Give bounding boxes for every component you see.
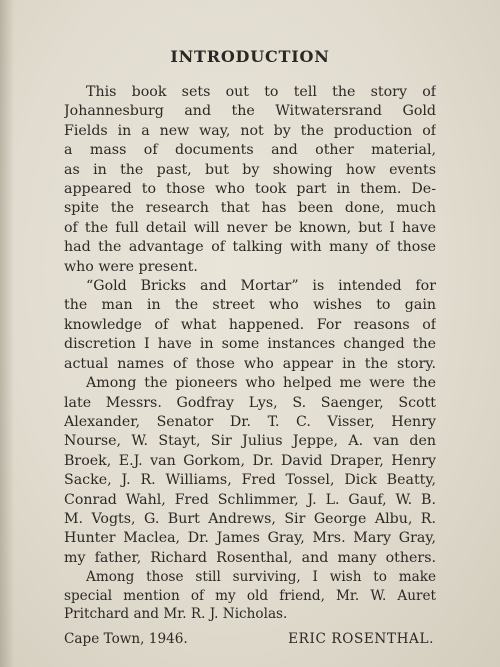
text-line: who were present.: [64, 258, 198, 275]
text-line: This book sets out to tell the story of: [86, 84, 436, 100]
text-line: my father, Richard Rosenthal, and many others.: [64, 549, 436, 566]
text-line: knowledge of what happened. For reasons of: [64, 316, 436, 333]
paragraph-4: [64, 568, 436, 624]
text-line: discretion I have in some instances changed the: [64, 336, 436, 353]
text-line: a mass of documents and other material,: [64, 142, 436, 159]
text-line: actual names of those who appear in the story.: [64, 355, 436, 372]
text-line: M. Vogts, G. Burt Andrews, Sir George Albu, R.: [64, 510, 436, 527]
page-binding-shadow: [0, 0, 14, 667]
text-line: Johannesburg and the Witwatersrand Gold: [64, 103, 436, 120]
signature-line: [64, 630, 436, 649]
text-line: Sacke, J. R. Williams, Fred Tossel, Dick Beatty,: [64, 472, 436, 489]
text-line: special mention of my old friend, Mr. W. Auret: [64, 587, 436, 604]
paragraph-1: [64, 83, 436, 277]
place-date: Cape Town, 1946.: [64, 630, 188, 647]
paragraph-2: [64, 277, 436, 374]
text-line: Alexander, Senator Dr. T. C. Visser, Henry: [64, 413, 436, 430]
text-line: Fields in a new way, not by the production of: [64, 122, 436, 139]
introduction-text: [64, 83, 436, 649]
text-line: late Messrs. Godfray Lys, S. Saenger, Scott: [64, 394, 436, 411]
text-line: Among those still surviving, I wish to make: [86, 569, 436, 586]
page-title: INTRODUCTION: [170, 47, 330, 66]
text-line: appeared to those who took part in them. De-: [64, 181, 436, 198]
text-line: had the advantage of talking with many of those: [64, 239, 436, 256]
text-line: spite the research that has been done, much: [64, 200, 436, 217]
text-line: Hunter Maclea, Dr. James Gray, Mrs. Mary Gray,: [64, 530, 436, 547]
paragraph-3: [64, 374, 436, 568]
text-line: Nourse, W. Stayt, Sir Julius Jeppe, A. van den: [64, 433, 436, 450]
text-line: Pritchard and Mr. R. J. Nicholas.: [64, 606, 288, 623]
text-line: as in the past, but by showing how events: [64, 161, 436, 178]
text-line: the man in the street who wishes to gain: [64, 297, 436, 314]
text-line: “Gold Bricks and Mortar” is intended for: [86, 278, 436, 295]
text-line: Among the pioneers who helped me were the: [86, 375, 436, 392]
text-line: Conrad Wahl, Fred Schlimmer, J. L. Gauf, W. B.: [64, 491, 436, 508]
author-name: ERIC ROSENTHAL.: [288, 630, 434, 647]
text-line: of the full detail will never be known, but I have: [64, 219, 436, 236]
text-line: Broek, E.J. van Gorkom, Dr. David Draper, Henry: [64, 452, 436, 469]
